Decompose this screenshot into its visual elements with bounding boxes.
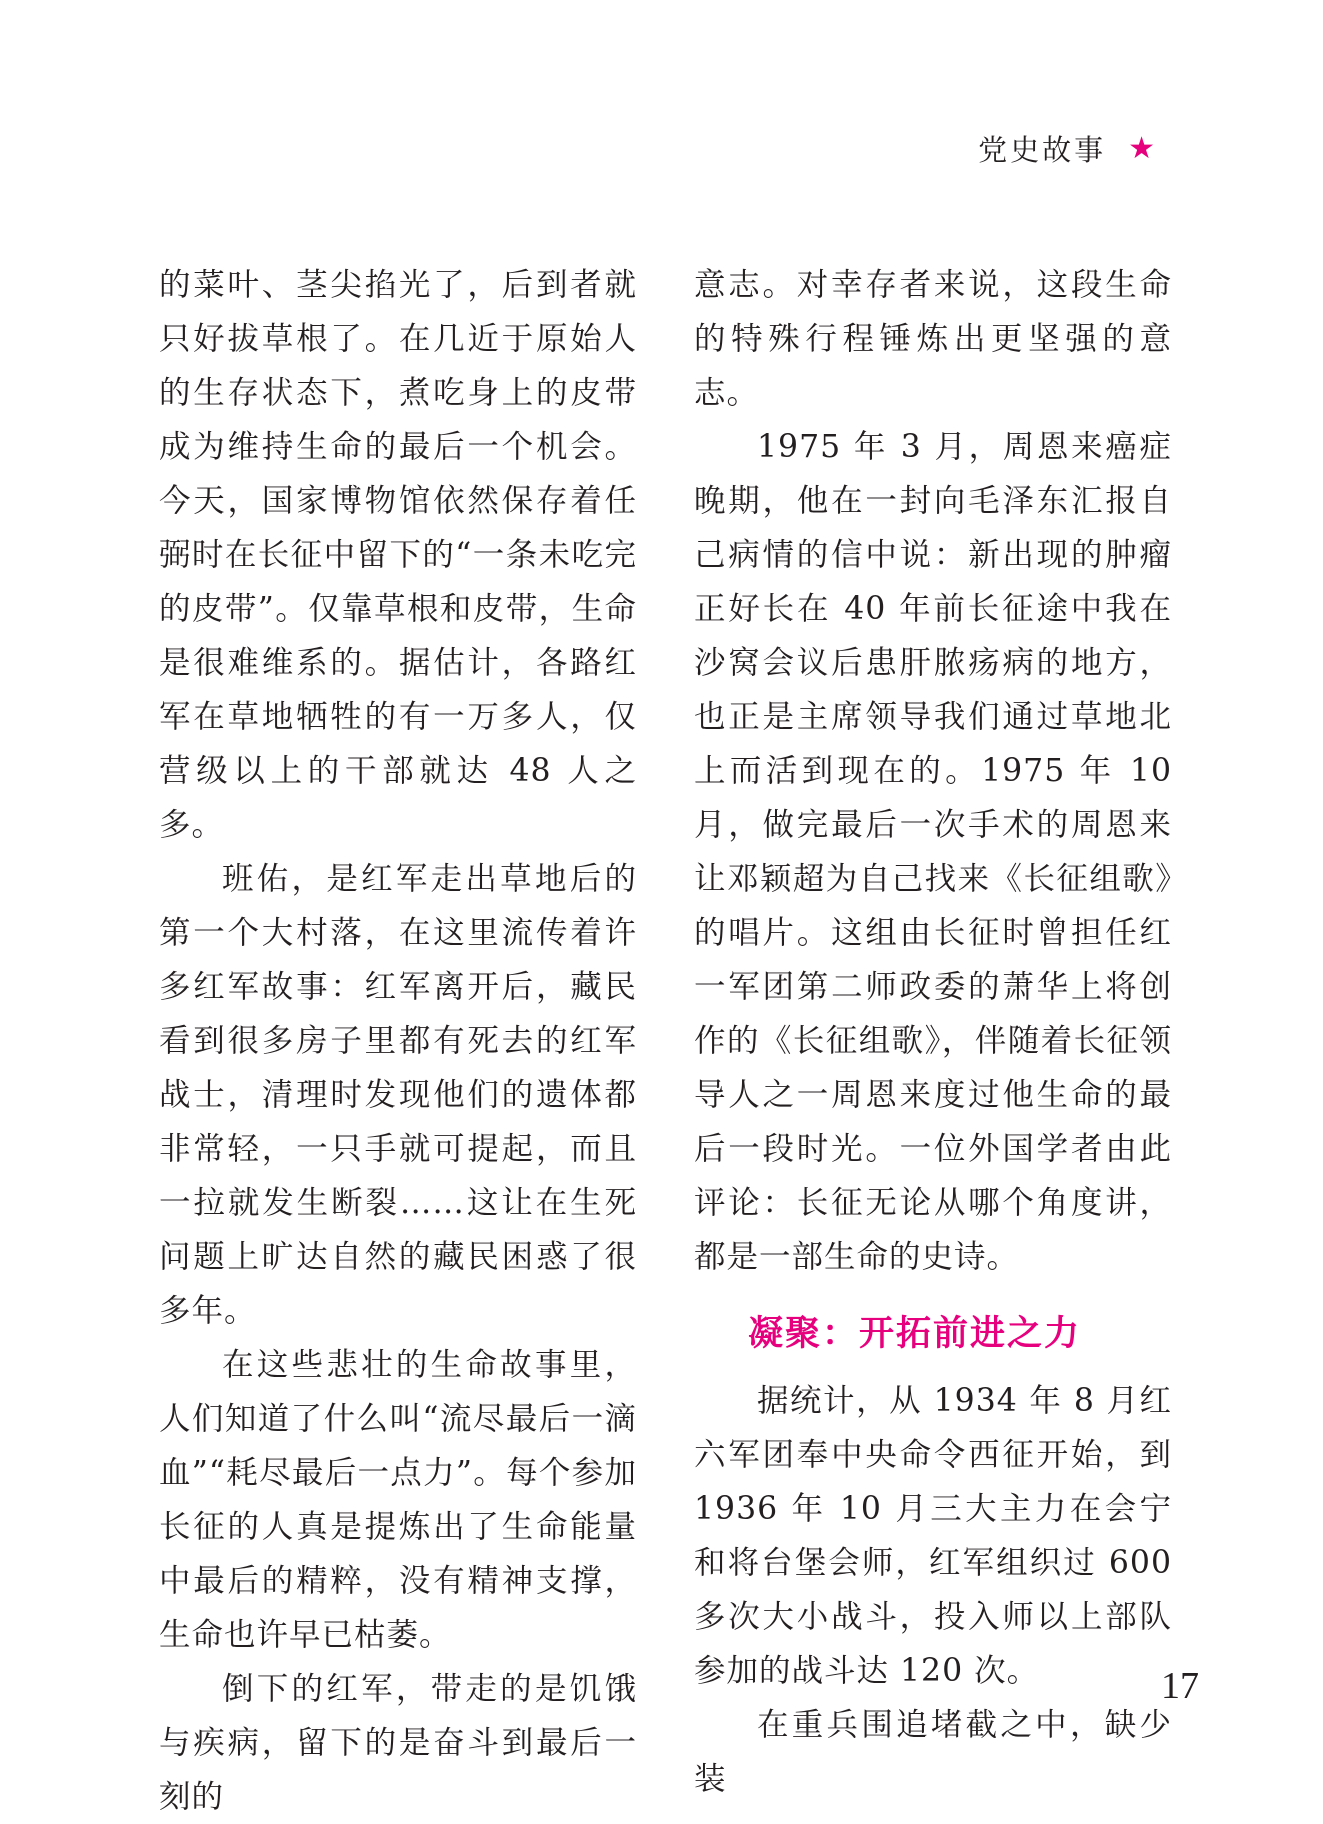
right-column xyxy=(694,258,1172,1806)
paragraph: 意志。对幸存者来说，这段生命的特殊行程锤炼出更坚强的意志。 xyxy=(694,267,1172,411)
section-heading: 凝聚：开拓前进之力 xyxy=(748,1314,1082,1354)
star-icon: ★ xyxy=(1128,130,1155,166)
page-header xyxy=(978,128,1155,169)
paragraph: 1975 年 3 月，周恩来癌症晚期，他在一封向毛泽东汇报自己病情的信中说：新出现的肿瘤正好长在 40 年前长征途中我在沙窝会议后患肝脓疡病的地方，也正是主席领导我们通过草地北上而活到现在的。1975 年 10 月，做完最后一次手术的周恩来让邓颖超为自己找来《长征组歌》的唱片。这组由长征时曾担任红一军团第二师政委的萧华上将创作的《长征组歌》，伴随着长征领导人之一周恩来度过他生命的最后一段时光。一位外国学者由此评论：长征无论从哪个角度讲，都是一部生命的史诗。 xyxy=(694,429,1172,1275)
paragraph: 倒下的红军，带走的是饥饿与疾病，留下的是奋斗到最后一刻的 xyxy=(159,1671,637,1815)
page-number: 17 xyxy=(1161,1665,1199,1707)
section-title: 党史故事 xyxy=(978,133,1107,167)
paragraph: 班佑，是红军走出草地后的第一个大村落，在这里流传着许多红军故事：红军离开后，藏民看到很多房子里都有死去的红军战士，清理时发现他们的遗体都非常轻，一只手就可提起，而且一拉就发生断裂……这让在生死问题上旷达自然的藏民困惑了很多年。 xyxy=(159,861,637,1329)
paragraph: 的菜叶、茎尖掐光了，后到者就只好拔草根了。在几近于原始人的生存状态下，煮吃身上的皮带成为维持生命的最后一个机会。今天，国家博物馆依然保存着任弼时在长征中留下的“一条未吃完的皮带”。仅靠草根和皮带，生命是很难维系的。据估计，各路红军在草地牺牲的有一万多人，仅营级以上的干部就达 48 人之多。 xyxy=(159,267,637,843)
paragraph: 在这些悲壮的生命故事里，人们知道了什么叫“流尽最后一滴血”“耗尽最后一点力”。每个参加长征的人真是提炼出了生命能量中最后的精粹，没有精神支撑，生命也许早已枯萎。 xyxy=(159,1347,637,1653)
paragraph: 据统计，从 1934 年 8 月红六军团奉中央命令西征开始，到 1936 年 10 月三大主力在会宁和将台堡会师，红军组织过 600 多次大小战斗，投入师以上部队参加的战斗达 120 次。 xyxy=(694,1383,1172,1689)
paragraph: 在重兵围追堵截之中，缺少装 xyxy=(694,1707,1172,1797)
left-column xyxy=(159,258,637,1824)
